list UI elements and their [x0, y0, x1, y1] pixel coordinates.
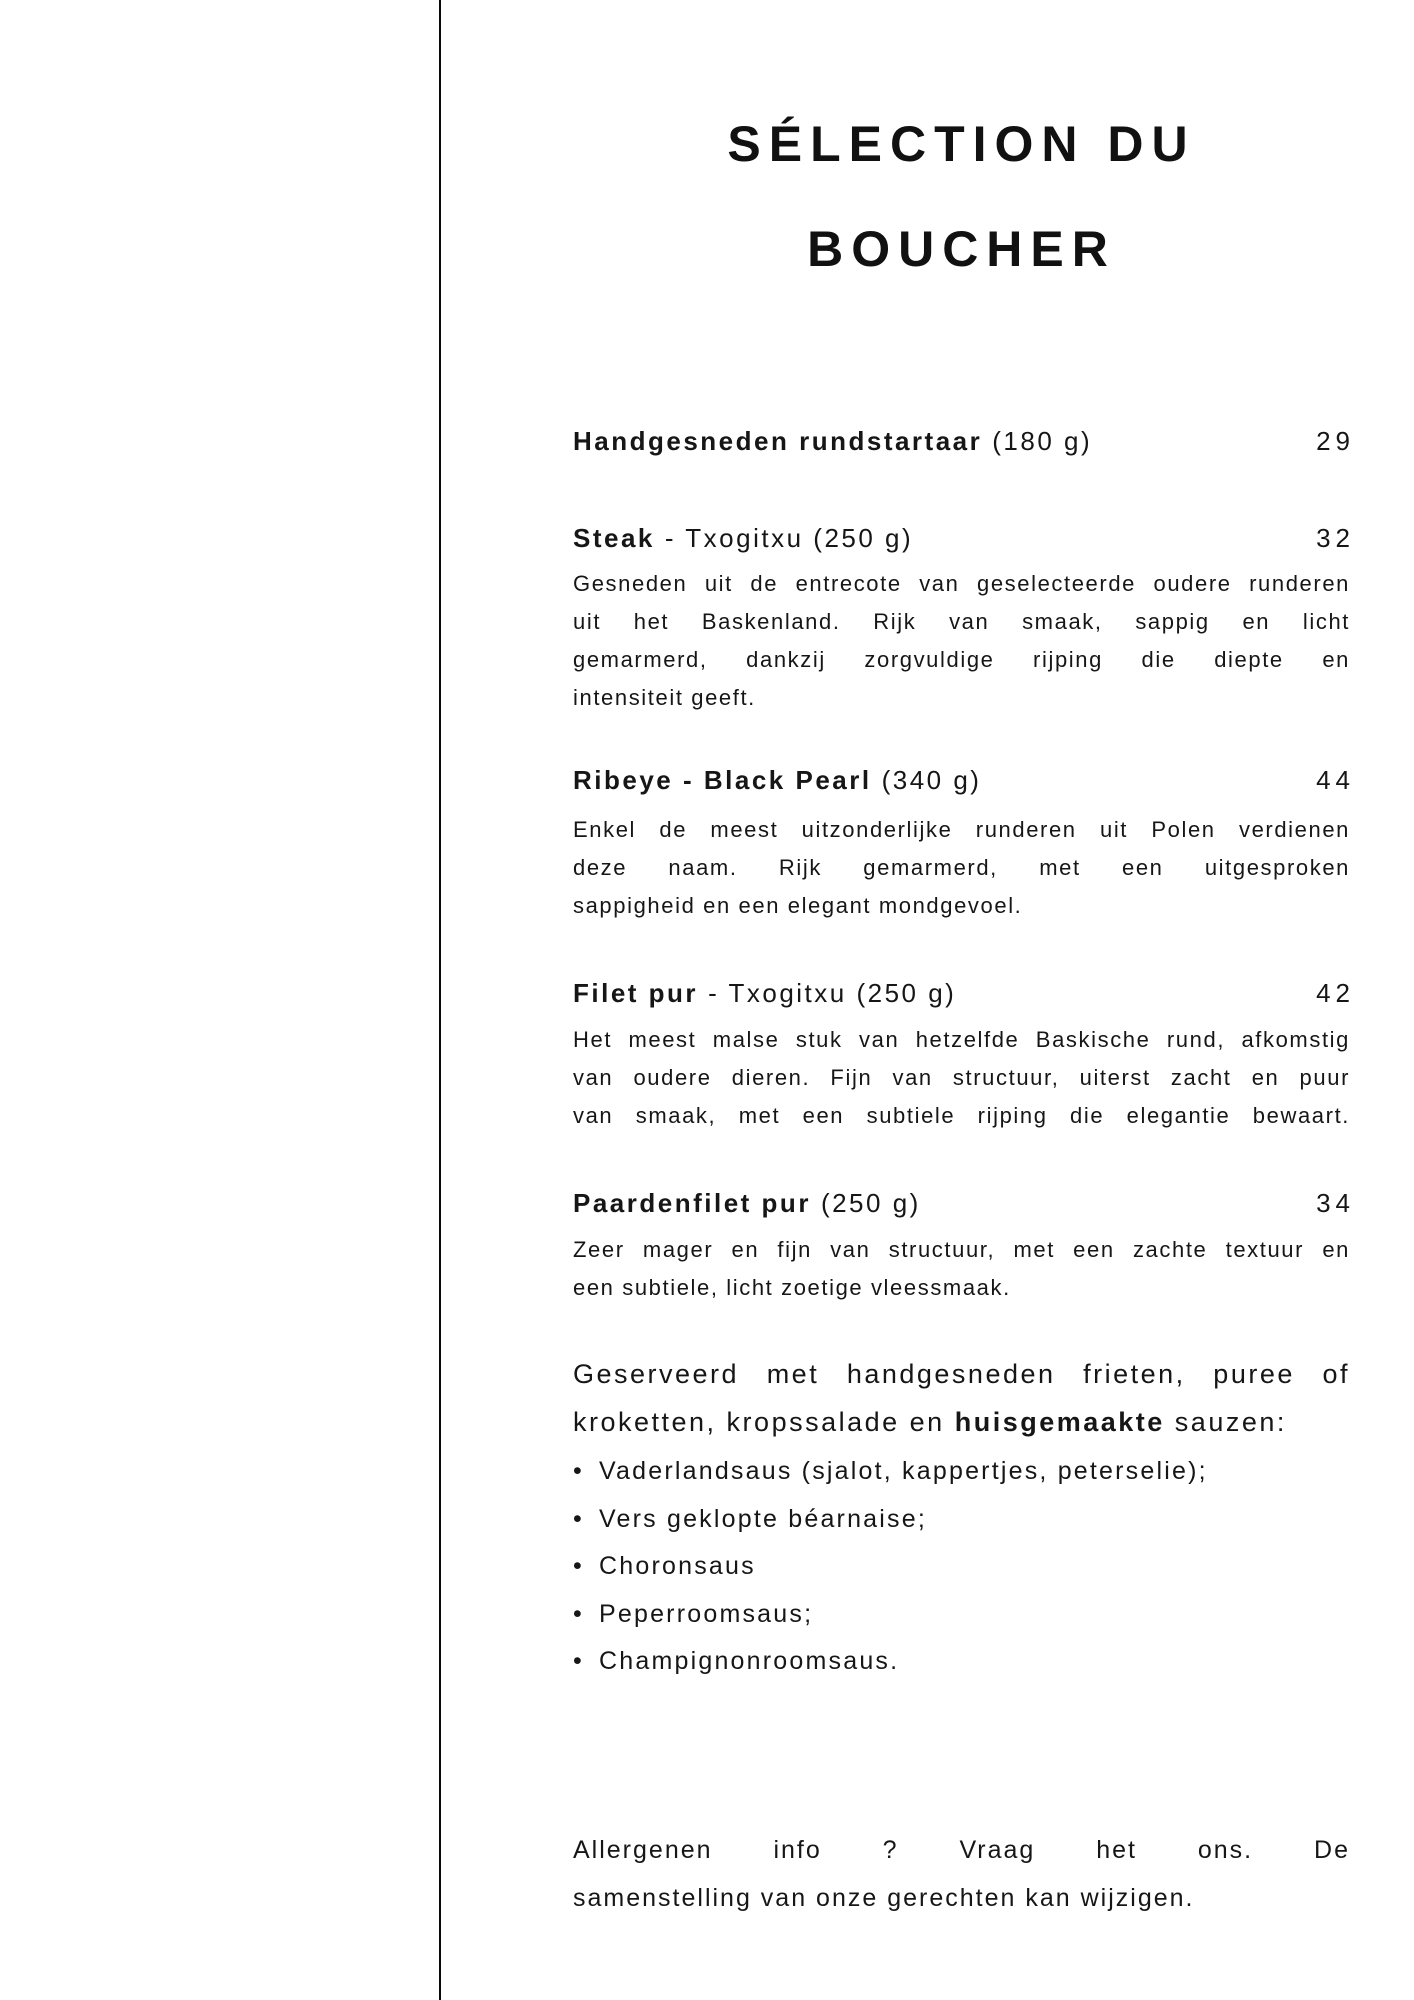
page-title: [573, 92, 1350, 302]
sauce-label: Champignonroomsaus.: [599, 1647, 900, 1675]
description-line: sappigheid en een elegant mondgevoel.: [573, 893, 1023, 918]
item-price: 34: [1316, 1188, 1355, 1218]
description-line: van oudere dieren. Fijn van structuur, uiterst zacht en puur: [573, 1065, 1350, 1090]
item-description: [573, 811, 1350, 925]
description-line: Gesneden uit de entrecote van geselecteerde oudere runderen: [573, 571, 1350, 596]
item-heading-row: [573, 760, 1355, 805]
allergen-note: [573, 1826, 1350, 1922]
description-line: Enkel de meest uitzonderlijke runderen uit Polen verdienen: [573, 817, 1350, 842]
item-description: [573, 565, 1350, 717]
description-line: intensiteit geeft.: [573, 685, 756, 710]
description-line: Zeer mager en fijn van structuur, met een zachte textuur en: [573, 1237, 1350, 1262]
menu-item-paardenfilet: [573, 1183, 1355, 1307]
bullet-icon: •: [573, 1647, 584, 1675]
description-line: van smaak, met een subtiele rijping die elegantie bewaart.: [573, 1103, 1350, 1128]
item-price: 32: [1316, 523, 1355, 553]
list-item: [573, 1543, 1350, 1591]
menu-content: [573, 0, 1355, 2000]
list-item: [573, 1496, 1350, 1544]
bullet-icon: •: [573, 1599, 584, 1628]
item-name: [573, 1183, 921, 1228]
list-item: [573, 1591, 1350, 1639]
item-name: [573, 518, 913, 563]
item-name-bold: Handgesneden rundstartaar: [573, 426, 983, 456]
item-name-bold: Filet pur: [573, 978, 699, 1008]
list-item: [573, 1448, 1350, 1496]
bullet-icon: •: [573, 1552, 584, 1580]
item-description: [573, 1021, 1350, 1135]
allergen-line: samenstelling van onze gerechten kan wijzigen.: [573, 1884, 1195, 1912]
item-description: [573, 1231, 1350, 1307]
item-heading-row: [573, 1183, 1355, 1228]
left-border-line: [439, 0, 441, 2000]
list-item: [573, 1638, 1350, 1686]
item-name-bold: Ribeye - Black Pearl: [573, 765, 872, 795]
sauce-label: Choronsaus: [599, 1552, 756, 1580]
description-line: uit het Baskenland. Rijk van smaak, sappig en licht: [573, 609, 1350, 634]
item-heading-row: [573, 973, 1355, 1018]
description-line: Het meest malse stuk van hetzelfde Baskische rund, afkomstig: [573, 1027, 1350, 1052]
item-portion: - Txogitxu (250 g): [664, 523, 914, 553]
bullet-icon: •: [573, 1457, 584, 1485]
bullet-icon: •: [573, 1504, 584, 1533]
sauce-label: Peperroomsaus;: [599, 1599, 814, 1628]
menu-item-rundstartaar: [573, 421, 1355, 466]
item-name: [573, 421, 1092, 466]
sauce-label: Vers geklopte béarnaise;: [599, 1504, 927, 1533]
title-line-2: BOUCHER: [807, 221, 1116, 277]
item-portion: (340 g): [881, 765, 982, 795]
item-portion: (250 g): [820, 1188, 921, 1218]
menu-item-filet-pur: [573, 973, 1355, 1135]
item-price: 29: [1316, 426, 1355, 456]
served-with-paragraph: [573, 1350, 1350, 1446]
sauces-list: [573, 1448, 1350, 1686]
item-price: 44: [1316, 765, 1355, 795]
item-name: [573, 760, 981, 805]
menu-item-steak: [573, 518, 1355, 717]
item-price: 42: [1316, 978, 1355, 1008]
served-line-text: kroketten, kropssalade en: [573, 1407, 945, 1437]
description-line: een subtiele, licht zoetige vleessmaak.: [573, 1275, 1011, 1300]
description-line: gemarmerd, dankzij zorgvuldige rijping die diepte en: [573, 647, 1350, 672]
title-line-1: SÉLECTION DU: [727, 116, 1196, 172]
item-name: [573, 973, 956, 1018]
menu-item-ribeye: [573, 760, 1355, 925]
item-name-bold: Paardenfilet pur: [573, 1188, 811, 1218]
item-name-bold: Steak: [573, 523, 655, 553]
served-line: [573, 1398, 1350, 1446]
sauce-label: Vaderlandsaus (sjalot, kappertjes, peterselie);: [599, 1457, 1208, 1485]
description-line: deze naam. Rijk gemarmerd, met een uitgesproken: [573, 855, 1350, 880]
served-line-text: sauzen:: [1174, 1407, 1287, 1437]
served-line-bold: huisgemaakte: [954, 1407, 1165, 1437]
item-portion: (180 g): [992, 426, 1093, 456]
served-line: Geserveerd met handgesneden frieten, puree of: [573, 1359, 1350, 1389]
item-portion: - Txogitxu (250 g): [708, 978, 957, 1008]
item-heading-row: [573, 421, 1355, 466]
item-heading-row: [573, 518, 1355, 563]
allergen-line: Allergenen info ? Vraag het ons. De: [573, 1836, 1350, 1864]
